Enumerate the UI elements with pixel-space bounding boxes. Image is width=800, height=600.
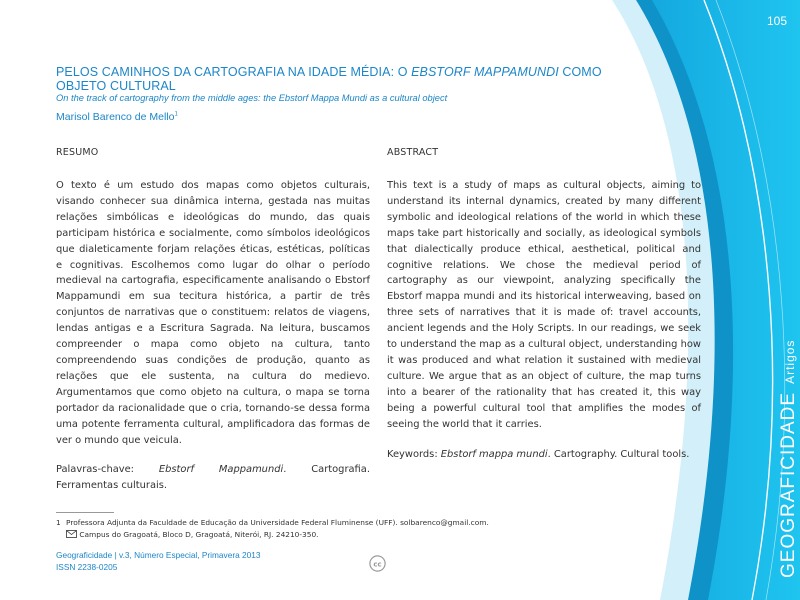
article-title-portuguese — [56, 65, 656, 93]
footnote-address-line — [56, 529, 489, 542]
journal-issn: ISSN 2238-0205 — [56, 562, 118, 572]
journal-brand — [778, 340, 800, 578]
abstract-column — [387, 147, 701, 462]
abstract-text: This text is a study of maps as cultural objects, aiming to understand its internal dynamics, created by many different symbolic and ideological relations of the world in which these maps take part historically and socially, as ideological symbols that dialectically produce ethical, aesthetical, political and cognitive relations. We chose the medieval period of cartography as our viewpoint, analyzing specifically the Ebstorf mappa mundi and its historical interweaving, based on three sets of narratives that it is made of: travel accounts, ancient legends and the Holy Scripts. In our readings, we seek to understand the map as a cultural object, understanding how it was produced and what relation it sustained with medieval culture. We argue that as an object of culture, the map turns into a bearer of the rationality that has created it, this way being a powerful cultural tool that amplifies the modes of seeing the world that it carries. — [387, 180, 701, 430]
footnote-divider — [56, 512, 114, 513]
journal-info — [56, 549, 260, 573]
abstract-keywords-italic: Ebstorf mappa mundi — [440, 448, 548, 460]
footnote-address: Campus do Gragoatá, Bloco D, Gragoatá, Niterói, RJ. 24210-350. — [79, 530, 319, 539]
resumo-keywords — [56, 462, 370, 494]
abstract-keywords — [387, 447, 701, 463]
envelope-icon — [66, 530, 77, 542]
resumo-heading: RESUMO — [56, 147, 99, 158]
title-line1-italic: EBSTORF MAPPAMUNDI — [411, 65, 559, 79]
resumo-keywords-rest: . Cartografia. Ferramentas culturais. — [56, 464, 370, 492]
resumo-column — [56, 147, 370, 494]
creative-commons-icon — [369, 555, 386, 576]
author-text: Marisol Barenco de Mello — [56, 111, 175, 123]
article-header — [56, 65, 656, 123]
footnote — [56, 517, 489, 542]
title-line2: OBJETO CULTURAL — [56, 79, 176, 93]
resumo-keywords-label: Palavras-chave: — [56, 464, 159, 476]
journal-issue: Geograficidade | v.3, Número Especial, Primavera 2013 — [56, 550, 261, 560]
footnote-text: Professora Adjunta da Faculdade de Educação da Universidade Federal Fluminense (UFF). solbarenco@gmail.com. — [66, 518, 489, 527]
title-line1-end: COMO — [558, 65, 602, 79]
footnote-number: 1 — [56, 518, 61, 527]
title-line1-start: PELOS CAMINHOS DA CARTOGRAFIA NA IDADE MÉDIA: O — [56, 65, 412, 79]
abstract-keywords-label: Keywords: — [387, 448, 441, 460]
author-footnote-marker: 1 — [174, 111, 178, 118]
abstract-keywords-rest: . Cartography. Cultural tools. — [547, 448, 690, 460]
resumo-keywords-italic: Ebstorf Mappamundi — [158, 464, 284, 476]
cc-badge-text: cc — [373, 560, 382, 569]
section-label: Artigos — [783, 339, 797, 384]
page-number: 105 — [766, 14, 788, 28]
footnote-line — [56, 517, 489, 529]
abstract-heading: ABSTRACT — [387, 147, 439, 158]
article-title-english: On the track of cartography from the middle ages: the Ebstorf Mappa Mundi as a cultural object — [56, 93, 448, 103]
author-name — [56, 111, 656, 123]
resumo-text: O texto é um estudo dos mapas como objetos culturais, visando conhecer sua dinâmica interna, gestada nas muitas relações simbólicas e ideológicas do mundo, das quais participam histórica e socialmente, como símbolos ideológicos que dialeticamente forjam relações éticas, estéticas, políticas e cognitivas. Escolhemos como lugar do olhar o período medieval na cartografia, especificamente analisando o Ebstorf Mappamundi em sua tecitura histórica, a partir de três conjuntos de narrativas que o constituem: relatos de viagens, lendas antigas e a Escritura Sagrada. Na leitura, buscamos compreender o mapa como objeto na cultura, tanto compreendendo suas condições de produção, quanto as relações que ele sustenta, na cultura do medievo. Argumentamos que como objeto na cultura, o mapa se torna portador da racionalidade que o cria, tornando-se dessa forma uma potente ferramenta cultural, amplificadora das formas de ver o mundo que veicula. — [56, 180, 370, 446]
journal-brand-name: GEOGRAFICIDADE — [778, 391, 799, 578]
